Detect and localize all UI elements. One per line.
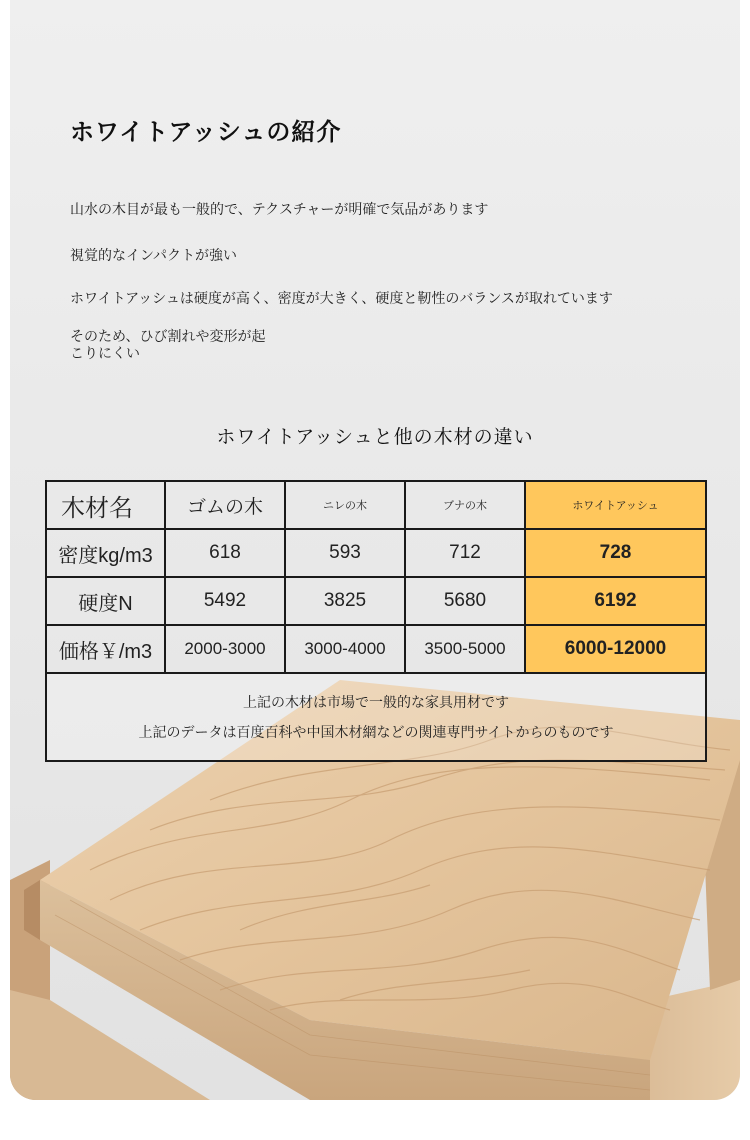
table-cell: 3825 bbox=[285, 577, 405, 625]
table-cell: 593 bbox=[285, 529, 405, 577]
intro-line: 山水の木目が最も一般的で、テクスチャーが明確で気品があります bbox=[70, 202, 489, 218]
header-cell: ゴムの木 bbox=[165, 481, 285, 529]
row-label: 硬度N bbox=[46, 577, 165, 625]
table-cell: 2000-3000 bbox=[165, 625, 285, 673]
table-cell: 618 bbox=[165, 529, 285, 577]
header-cell: ブナの木 bbox=[405, 481, 525, 529]
comparison-table bbox=[45, 480, 707, 762]
header-cell: ニレの木 bbox=[285, 481, 405, 529]
header-cell-highlight: ホワイトアッシュ bbox=[525, 481, 706, 529]
table-cell: 5492 bbox=[165, 577, 285, 625]
table-cell-highlight: 6192 bbox=[525, 577, 706, 625]
table-row bbox=[46, 625, 706, 673]
table-row bbox=[46, 577, 706, 625]
table-note: 上記のデータは百度百科や中国木材網などの関連専門サイトからのものです bbox=[138, 724, 614, 740]
table-cell: 712 bbox=[405, 529, 525, 577]
intro-line: 視覚的なインパクトが強い bbox=[70, 248, 238, 264]
intro-line: そのため、ひび割れや変形が起 bbox=[70, 329, 266, 345]
table-cell-highlight: 728 bbox=[525, 529, 706, 577]
table-row bbox=[46, 529, 706, 577]
table-note: 上記の木材は市場で一般的な家具用材です bbox=[243, 694, 509, 710]
product-card bbox=[10, 0, 740, 1100]
table-notes-row bbox=[46, 673, 706, 761]
row-label: 価格￥/m3 bbox=[46, 625, 165, 673]
row-label: 密度kg/m3 bbox=[46, 529, 165, 577]
table-notes bbox=[46, 673, 706, 761]
comparison-title: ホワイトアッシュと他の木材の違い bbox=[216, 426, 534, 448]
header-cell: 木材名 bbox=[46, 481, 165, 529]
table-header-row bbox=[46, 481, 706, 529]
table-cell: 3500-5000 bbox=[405, 625, 525, 673]
intro-line: ホワイトアッシュは硬度が高く、密度が大きく、硬度と靭性のバランスが取れています bbox=[70, 291, 613, 307]
table-cell: 5680 bbox=[405, 577, 525, 625]
intro-title: ホワイトアッシュの紹介 bbox=[70, 118, 342, 146]
table-cell-highlight: 6000-12000 bbox=[525, 625, 706, 673]
intro-line: こりにくい bbox=[70, 346, 140, 362]
table-cell: 3000-4000 bbox=[285, 625, 405, 673]
